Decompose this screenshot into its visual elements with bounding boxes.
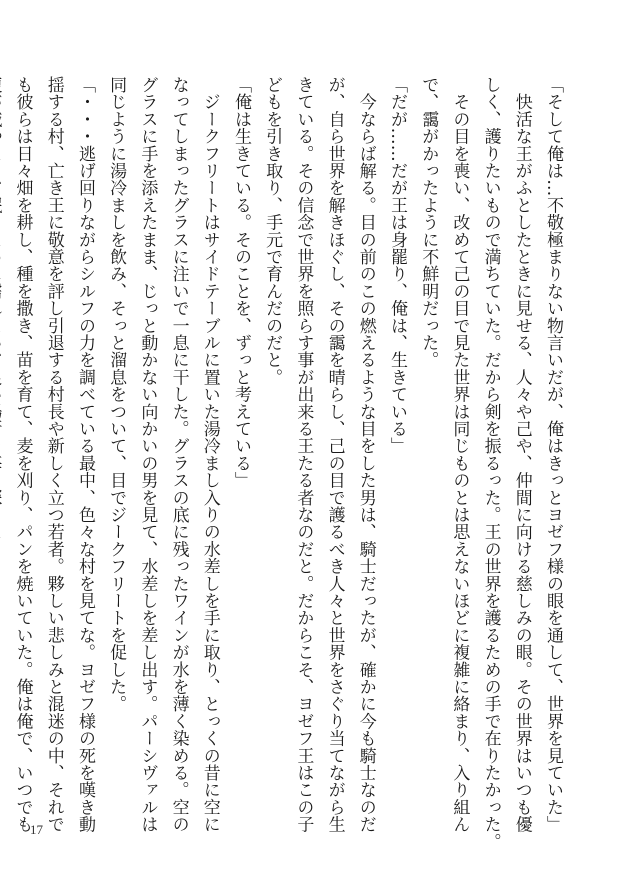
text-line: 同じように湯冷ましを飲み、そっと溜息をついて、目でジークフリートを促した。 [106,76,127,713]
text-line: が、自ら世界を解きほぐし、その靄を晴らし、己の目で護るべき人々と世界をさぐり当てながら生 [324,76,345,833]
text-line: も彼らは日々畑を耕し、種を撒き、苗を育て、麦を刈り、パンを焼いていた。俺は俺で、いつでも [12,76,33,833]
text-line: 今ならば解る。目の前のこの燃えるような目をした男は、騎士だったが、確かに今も騎士なのだ [355,76,376,833]
text-line: 「だが……だが王は身罷り、俺は、生きている」 [386,76,407,455]
text-line: どもを引き取り、手元で育んだのだと。 [262,76,283,386]
text-line: 「俺は生きている。そのことを、ずっと考えている」 [230,76,251,489]
text-line: しく、護りたいもので満ちていた。だから剣を振るった。王の世界を護るための手で在りたかった。 [480,76,501,850]
text-line: 「そして俺は…不敬極まりない物言いだが、俺はきっとヨゼフ様の眼を通して、世界を見ていた」 [543,76,563,833]
page-number: 17 [30,822,43,837]
text-line: 快活な王がふとしたときに見せる、人々や己や、仲間に向ける慈しみの眼。その世界はいつも優 [511,76,532,833]
text-line: ジークフリートはサイドテーブルに置いた湯冷まし入りの水差しを手に取り、とっくの昔に空に [199,76,220,833]
text-line: きている。その信念で世界を照らす事が出来る王たる者なのだと。だからこそ、ヨゼフ王はこの子 [293,76,314,833]
text-line: グラスに手を添えたまま、じっと動かない向かいの男を見て、水差しを差し出す。パーシヴァルは [137,76,158,833]
text-line: その目を喪い、改めて己の目で見た世界は同じものとは思えないほどに複雑に絡まり、入り組ん [449,76,470,833]
text-line: 揺する村、亡き王に敬意を評し引退する村長や新しく立つ若者。夥しい悲しみと混迷の中、それで [43,76,64,833]
text-line: なってしまったグラスに注いで一息に干した。グラスの底に残ったワインが水を薄く染める。空の [168,76,189,833]
text-line: 「・・・逃げ回りながらシルフの力を調べている最中、色々な村を見てな。ヨゼフ様の死を嘆き動 [74,76,95,833]
text-line: で、靄がかったように不鮮明だった。 [418,76,439,369]
